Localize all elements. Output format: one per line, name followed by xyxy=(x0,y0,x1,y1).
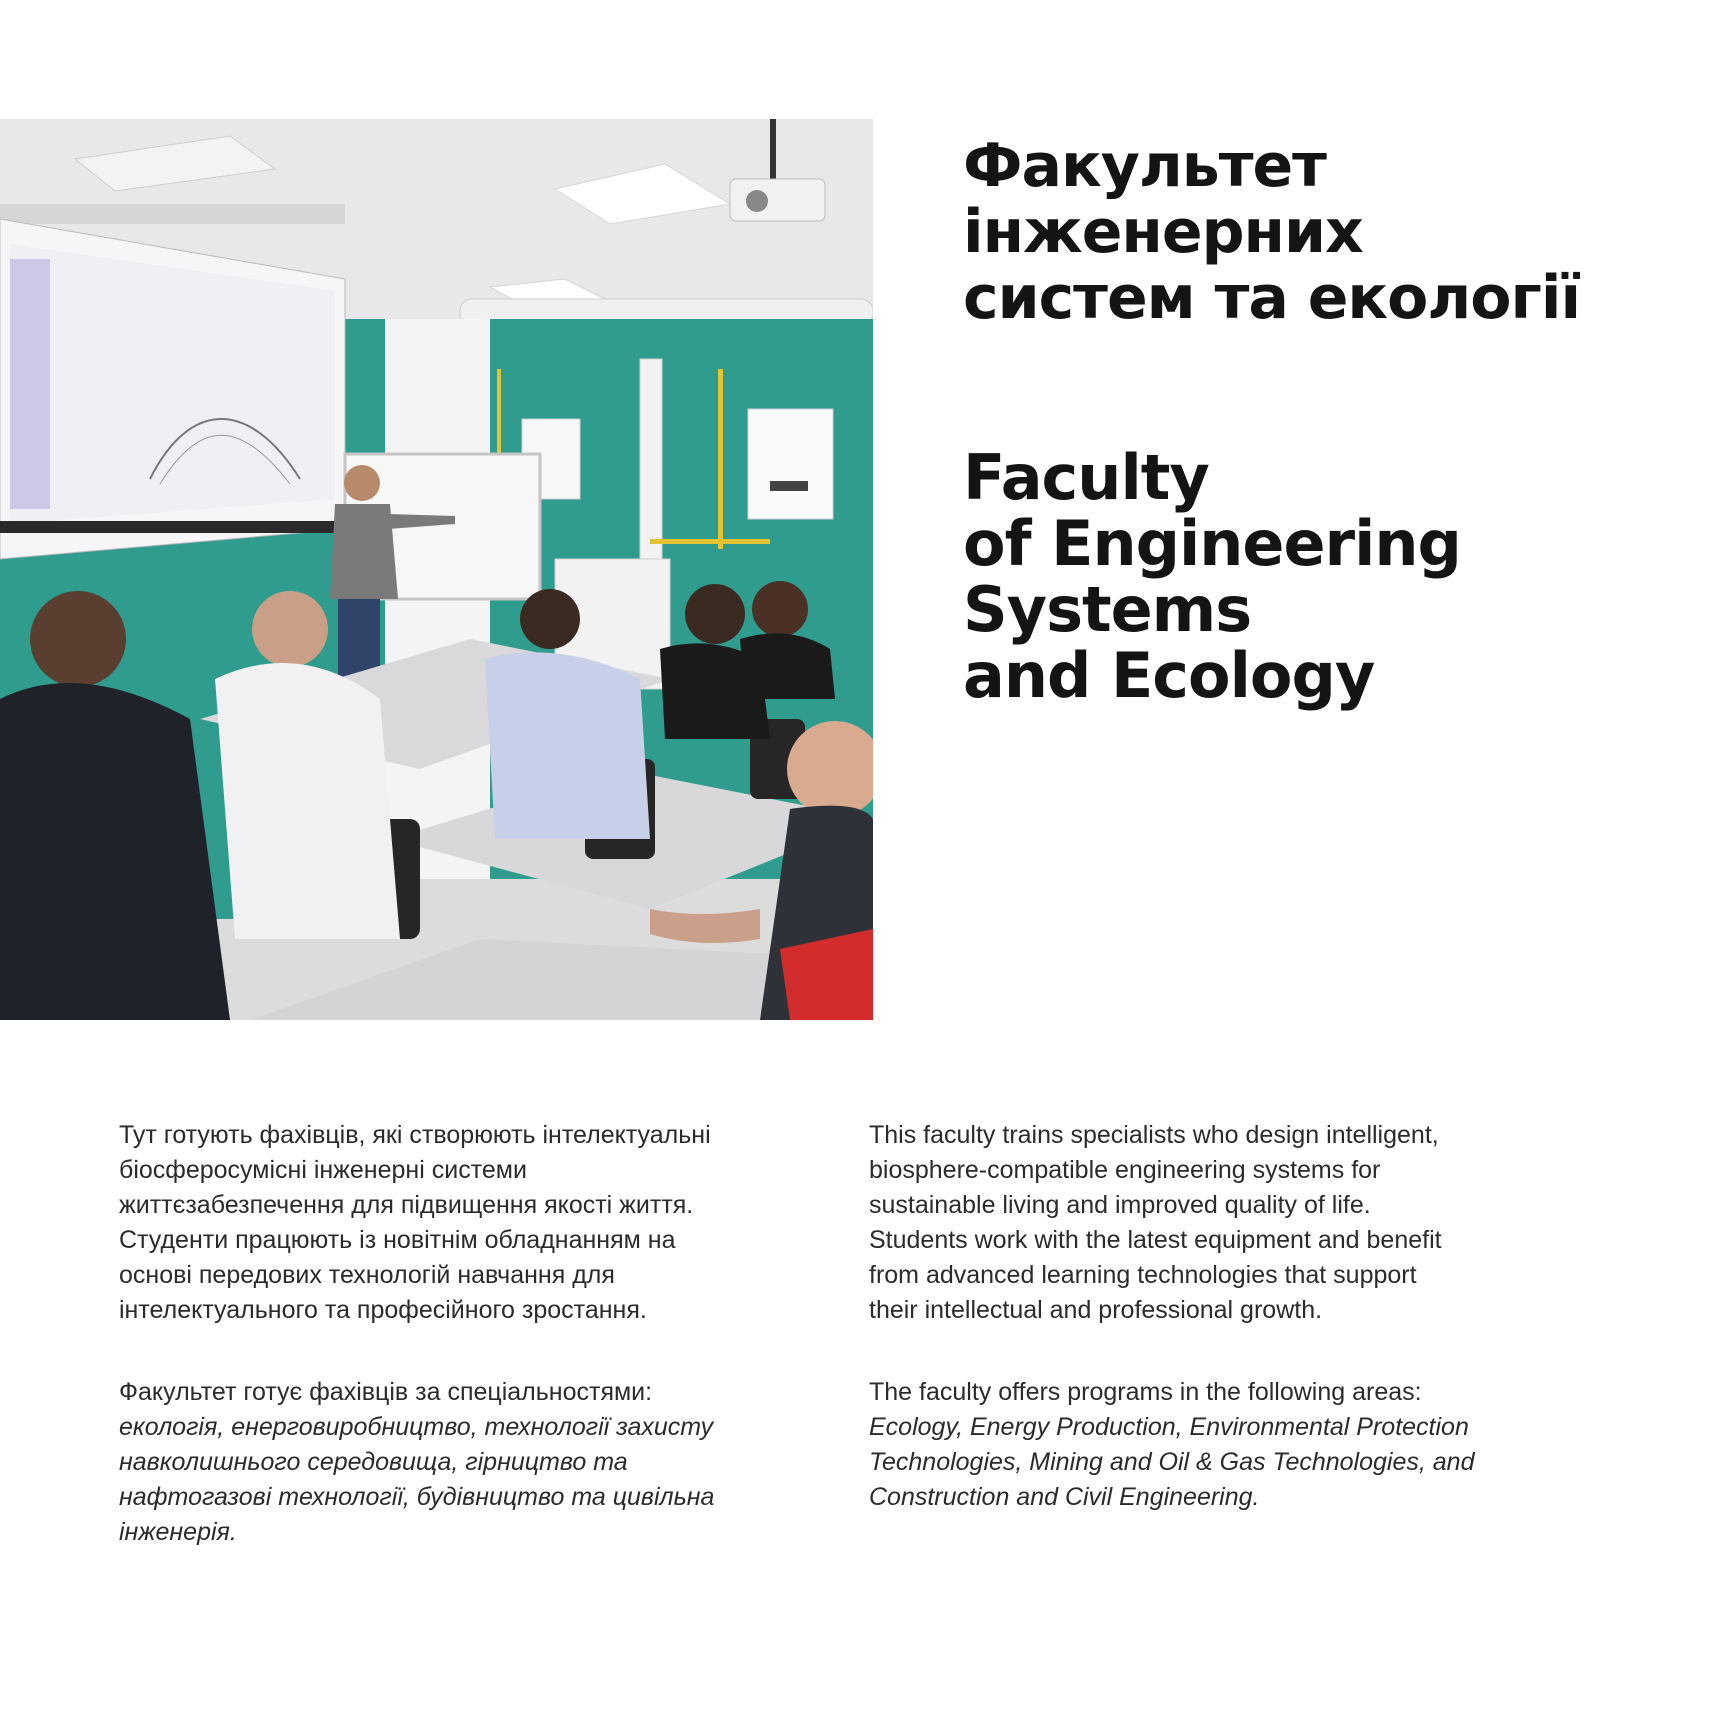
title-en-line: Systems xyxy=(963,573,1252,646)
description-ukrainian xyxy=(119,1118,799,1550)
paragraph-intro-ua xyxy=(119,1118,799,1328)
specialty-line: Construction and Civil Engineering. xyxy=(869,1483,1260,1511)
text-line: biosphere-compatible engineering systems for xyxy=(869,1156,1381,1184)
text-line: життєзабезпечення для підвищення якості життя. xyxy=(119,1191,694,1219)
classroom-photo xyxy=(0,119,873,1020)
specialty-line: нафтогазові технології, будівництво та цивільна xyxy=(119,1483,715,1511)
description-english xyxy=(869,1118,1569,1515)
title-ua-line: інженерних xyxy=(963,197,1363,267)
text-line: from advanced learning technologies that support xyxy=(869,1261,1417,1289)
text-line: Тут готують фахівців, які створюють інтелектуальні xyxy=(119,1121,711,1149)
title-en-line: of Engineering xyxy=(963,507,1461,580)
paragraph-spacer xyxy=(119,1328,799,1375)
specialty-line: Technologies, Mining and Oil & Gas Technologies, and xyxy=(869,1448,1475,1476)
text-line: Студенти працюють із новітнім обладнанням на xyxy=(119,1226,676,1254)
text-line: Students work with the latest equipment and benefit xyxy=(869,1226,1442,1254)
specialty-line: Ecology, Energy Production, Environmental Protection xyxy=(869,1413,1469,1441)
title-en-line: Faculty xyxy=(963,441,1209,514)
text-line: sustainable living and improved quality of life. xyxy=(869,1191,1371,1219)
paragraph-specialties-en xyxy=(869,1375,1569,1515)
title-ukrainian xyxy=(963,133,1703,331)
text-line: their intellectual and professional growth. xyxy=(869,1296,1323,1324)
specialty-line: екологія, енерговиробництво, технології захисту xyxy=(119,1413,714,1441)
classroom-illustration xyxy=(0,119,873,1020)
paragraph-intro-en xyxy=(869,1118,1569,1328)
text-line: This faculty trains specialists who design intelligent, xyxy=(869,1121,1439,1149)
title-ua-line: систем та екології xyxy=(963,263,1581,333)
text-line: основі передових технологій навчання для xyxy=(119,1261,615,1289)
text-line: The faculty offers programs in the following areas: xyxy=(869,1378,1422,1406)
text-line: Факультет готує фахівців за спеціальностями: xyxy=(119,1378,653,1406)
title-english xyxy=(963,441,1663,712)
text-line: біосферосумісні інженерні системи xyxy=(119,1156,527,1184)
title-ua-line: Факультет xyxy=(963,131,1326,201)
specialty-line: навколишнього середовища, гірництво та xyxy=(119,1448,628,1476)
specialty-line: інженерія. xyxy=(119,1518,237,1546)
text-line: інтелектуального та професійного зростання. xyxy=(119,1296,647,1324)
paragraph-specialties-ua xyxy=(119,1375,799,1550)
paragraph-spacer xyxy=(869,1328,1569,1375)
title-en-line: and Ecology xyxy=(963,639,1375,712)
